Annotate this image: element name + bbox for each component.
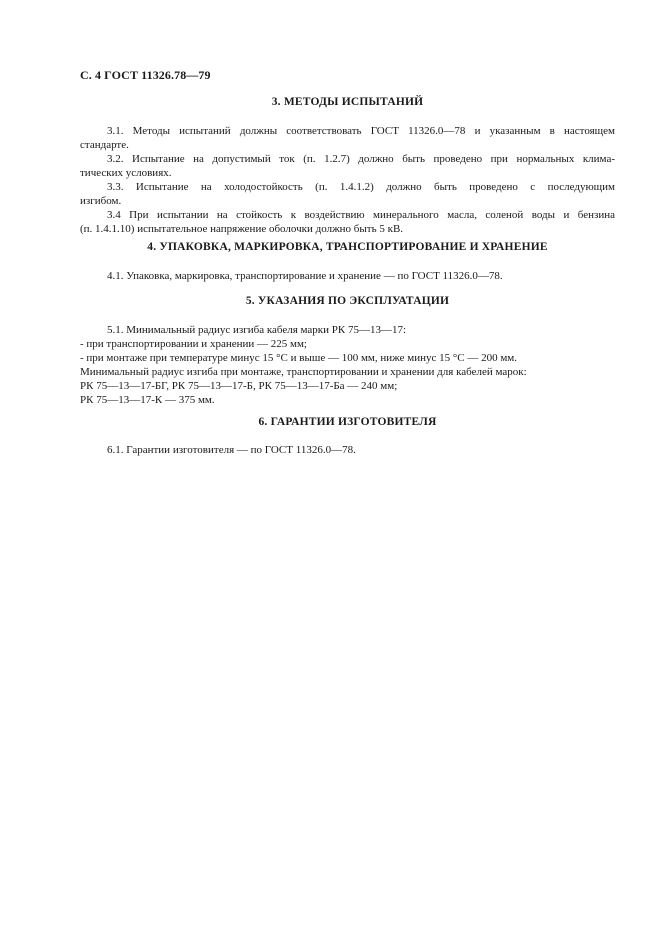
paragraph-line: Минимальный радиус изгиба при монтаже, транспортировании и хранении для кабелей марок: — [80, 366, 527, 378]
section-5-title: 5. УКАЗАНИЯ ПО ЭКСПЛУАТАЦИИ — [245, 295, 450, 307]
paragraph-line: (п. 1.4.1.10) испытательное напряжение оболочки должно быть 5 кВ. — [80, 223, 404, 235]
section-4-title: 4. УПАКОВКА, МАРКИРОВКА, ТРАНСПОРТИРОВАНИЕ И ХРАНЕНИЕ — [147, 241, 548, 253]
section-4-body — [80, 269, 615, 283]
paragraph-line: РК 75—13—17-К — 375 мм. — [80, 394, 215, 406]
section-3-title: 3. МЕТОДЫ ИСПЫТАНИЙ — [271, 96, 424, 108]
paragraph-line: тических условиях. — [80, 167, 172, 179]
paragraph-line: 3.3. Испытание на холодостойкость (п. 1.4.1.2) должно быть проведено с последующим — [107, 181, 615, 193]
paragraph-line: 3.4 При испытании на стойкость к воздействию минерального масла, соленой воды и бензина — [107, 209, 615, 221]
section-3-body — [80, 124, 615, 236]
paragraph-line: РК 75—13—17-БГ, РК 75—13—17-Б, РК 75—13—17-Ба — 240 мм; — [80, 380, 398, 392]
section-5-body — [80, 323, 615, 407]
paragraph-line: - при транспортировании и хранении — 225 мм; — [80, 338, 307, 350]
paragraph-line: 3.1. Методы испытаний должны соответствовать ГОСТ 11326.0—78 и указанным в настоящем — [107, 125, 615, 137]
section-6-body — [80, 443, 615, 457]
page-header: С. 4 ГОСТ 11326.78—79 — [80, 68, 211, 82]
section-6-title: 6. ГАРАНТИИ ИЗГОТОВИТЕЛЯ — [258, 416, 437, 428]
paragraph-line: 4.1. Упаковка, маркировка, транспортирование и хранение — по ГОСТ 11326.0—78. — [107, 270, 503, 282]
paragraph-line: стандарте. — [80, 139, 129, 151]
paragraph-line: 5.1. Минимальный радиус изгиба кабеля марки РК 75—13—17: — [107, 324, 407, 336]
paragraph-line: 6.1. Гарантии изготовителя — по ГОСТ 11326.0—78. — [107, 444, 356, 456]
paragraph-line: изгибом. — [80, 195, 122, 207]
paragraph-line: 3.2. Испытание на допустимый ток (п. 1.2.7) должно быть проведено при нормальных клима- — [107, 153, 615, 165]
paragraph-line: - при монтаже при температуре минус 15 °С и выше — 100 мм, ниже минус 15 °С — 200 мм. — [80, 352, 518, 364]
